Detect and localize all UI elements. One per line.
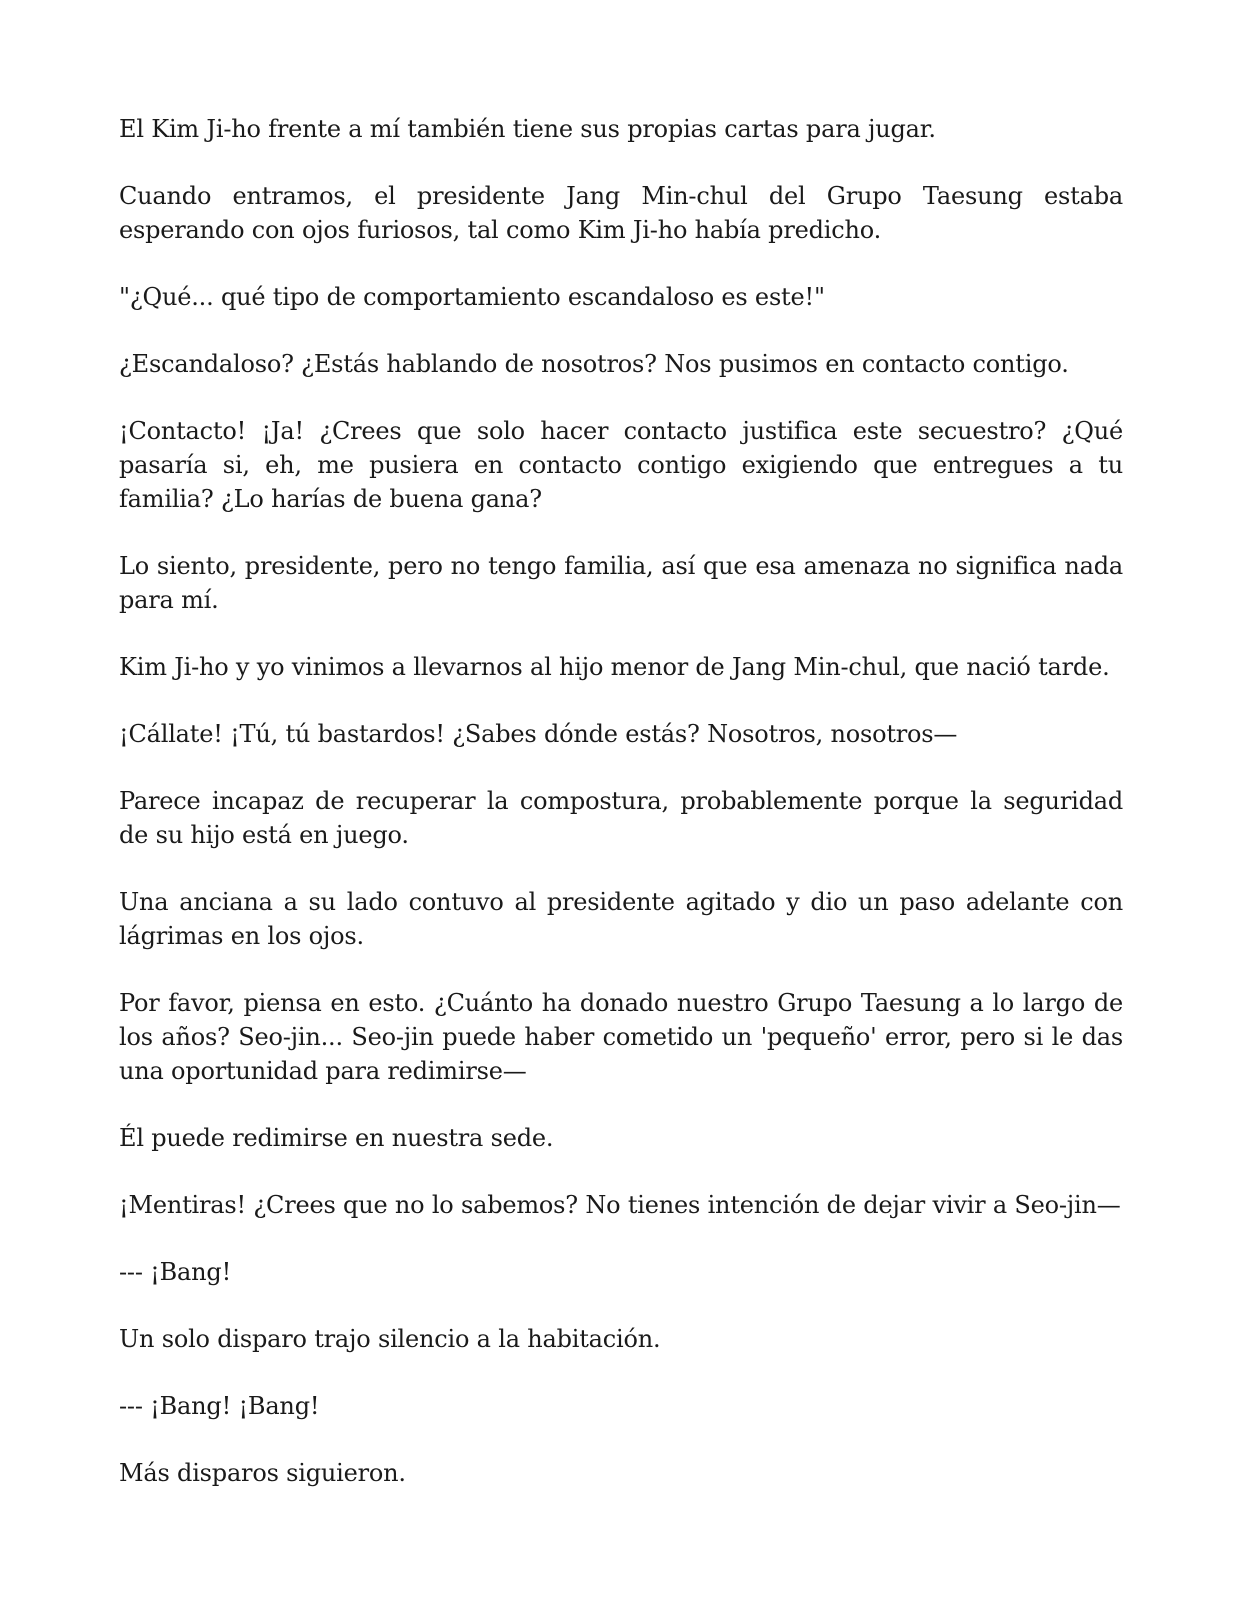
- paragraph-6: Lo siento, presidente, pero no tengo familia, así que esa amenaza no significa nada para mí.: [119, 552, 1123, 614]
- paragraph-15: Un solo disparo trajo silencio a la habitación.: [119, 1325, 661, 1353]
- paragraph-12: Él puede redimirse en nuestra sede.: [119, 1124, 554, 1152]
- paragraph-7: Kim Ji-ho y yo vinimos a llevarnos al hijo menor de Jang Min-chul, que nació tarde.: [119, 653, 1110, 681]
- paragraph-16: --- ¡Bang! ¡Bang!: [119, 1392, 320, 1420]
- paragraph-3: "¿Qué... qué tipo de comportamiento escandaloso es este!": [119, 283, 825, 311]
- paragraph-1: El Kim Ji-ho frente a mí también tiene sus propias cartas para jugar.: [119, 115, 936, 143]
- document-page: [119, 112, 1123, 1523]
- paragraph-14: --- ¡Bang!: [119, 1258, 232, 1286]
- paragraph-10: Una anciana a su lado contuvo al presidente agitado y dio un paso adelante con lágrimas en los ojos.: [119, 888, 1123, 950]
- paragraph-9: Parece incapaz de recuperar la compostura, probablemente porque la seguridad de su hijo está en juego.: [119, 787, 1123, 849]
- paragraph-8: ¡Cállate! ¡Tú, tú bastardos! ¿Sabes dónde estás? Nosotros, nosotros—: [119, 720, 958, 748]
- paragraph-4: ¿Escandaloso? ¿Estás hablando de nosotros? Nos pusimos en contacto contigo.: [119, 350, 1069, 378]
- paragraph-11: Por favor, piensa en esto. ¿Cuánto ha donado nuestro Grupo Taesung a lo largo de los años? Seo-jin... Seo-jin puede haber cometido un 'pequeño' error, pero si le das una oportunidad para redimirse—: [119, 989, 1123, 1085]
- paragraph-5: ¡Contacto! ¡Ja! ¿Crees que solo hacer contacto justifica este secuestro? ¿Qué pasaría si, eh, me pusiera en contacto contigo exigiendo que entregues a tu familia? ¿Lo harías de buena gana?: [119, 417, 1123, 513]
- paragraph-17: Más disparos siguieron.: [119, 1459, 406, 1487]
- paragraph-13: ¡Mentiras! ¿Crees que no lo sabemos? No tienes intención de dejar vivir a Seo-jin—: [119, 1191, 1121, 1219]
- paragraph-2: Cuando entramos, el presidente Jang Min-chul del Grupo Taesung estaba esperando con ojos furiosos, tal como Kim Ji-ho había predicho.: [119, 182, 1123, 244]
